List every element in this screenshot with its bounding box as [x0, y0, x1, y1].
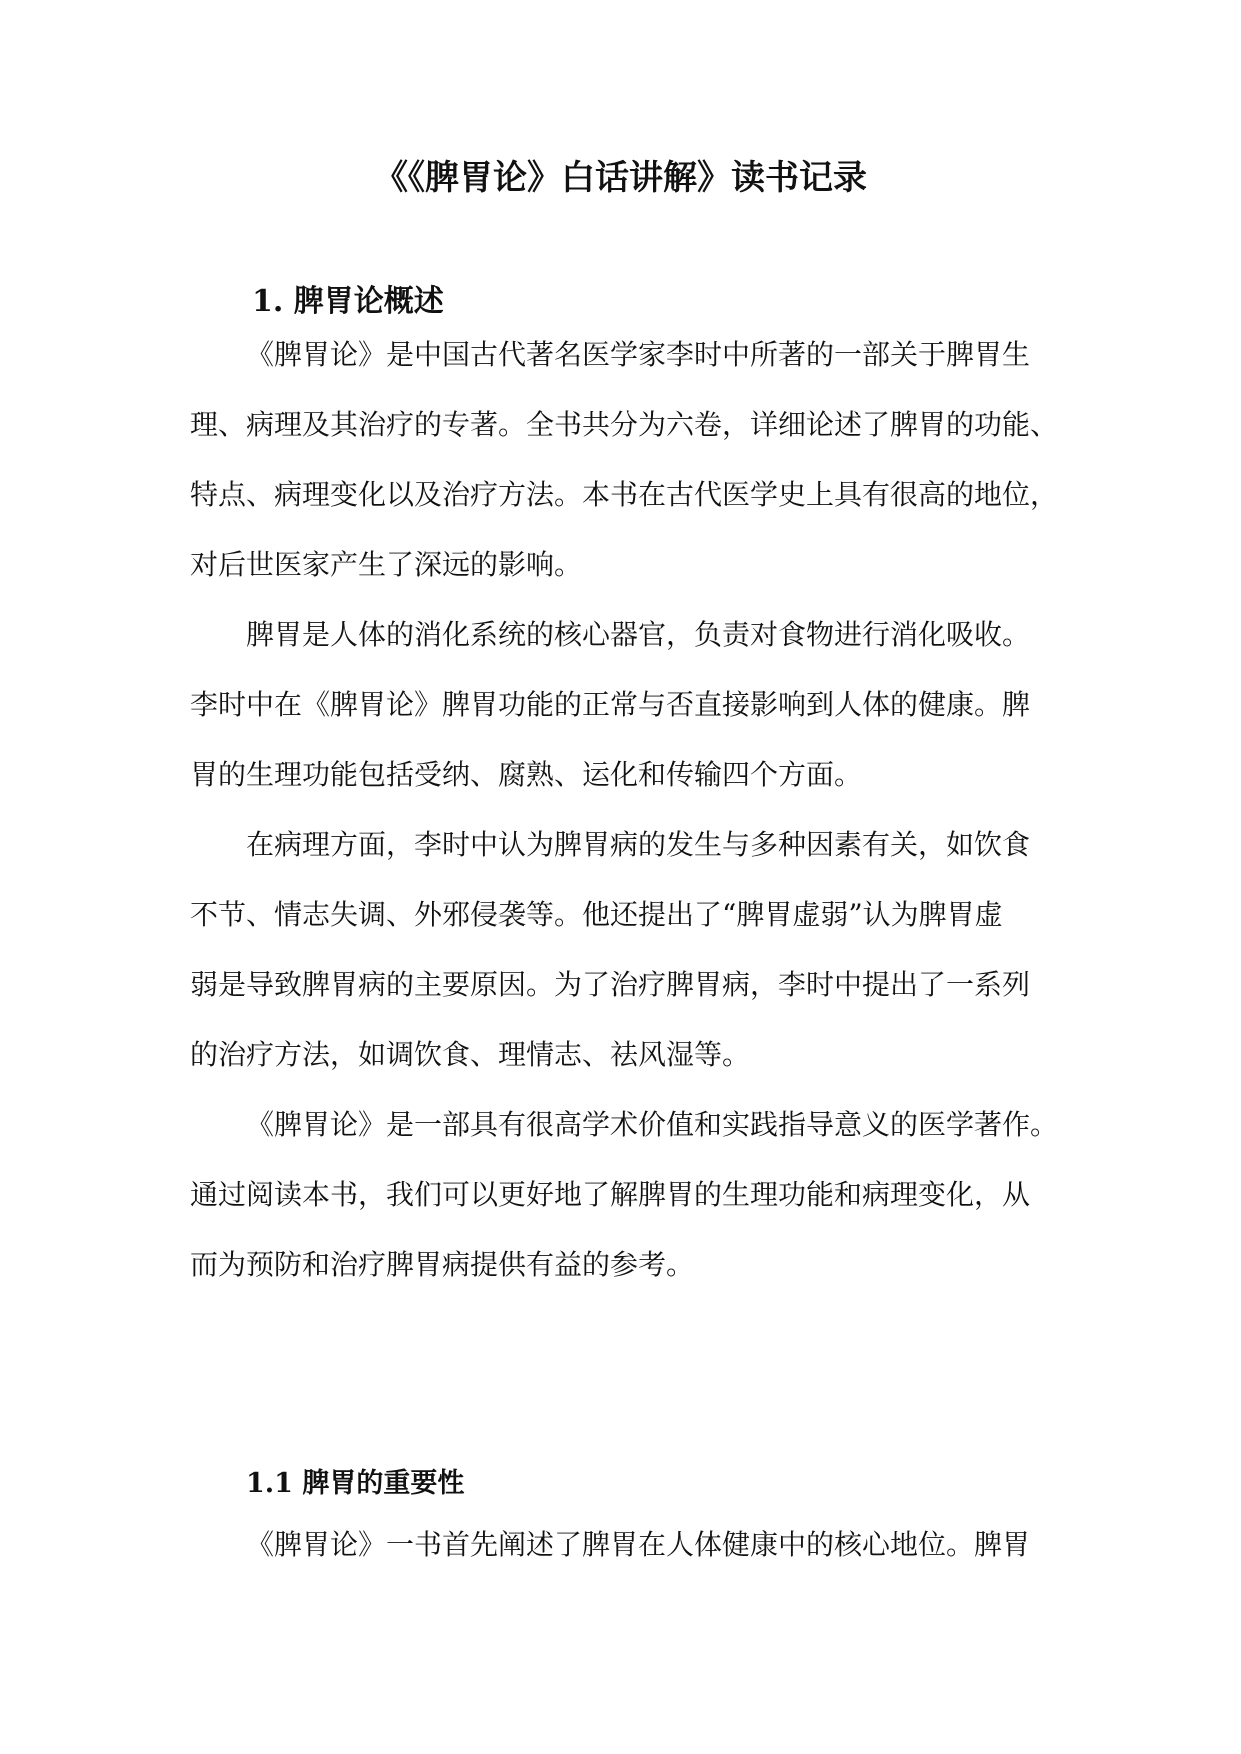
- paragraph-pathology: [190, 810, 1070, 1090]
- paragraph-line: 在病理方面，李时中认为脾胃病的发生与多种因素有关，如饮食: [246, 828, 1031, 861]
- paragraph-line: 脾胃是人体的消化系统的核心器官，负责对食物进行消化吸收。: [246, 618, 1031, 651]
- paragraph-function: [190, 600, 1070, 810]
- section-heading-1-1: 1.1 脾胃的重要性: [246, 1468, 465, 1499]
- document-title: 《《脾胃论》白话讲解》读书记录: [374, 158, 867, 198]
- paragraph-line: 《脾胃论》是一部具有很高学术价值和实践指导意义的医学著作。: [246, 1108, 1059, 1141]
- paragraph-line: 对后世医家产生了深远的影响。: [190, 548, 583, 581]
- paragraph-line: 李时中在《脾胃论》脾胃功能的正常与否直接影响到人体的健康。脾: [190, 688, 1031, 721]
- paragraph-line: 的治疗方法，如调饮食、理情志、祛风湿等。: [190, 1038, 751, 1071]
- paragraph-line: 弱是导致脾胃病的主要原因。为了治疗脾胃病，李时中提出了一系列: [190, 968, 1031, 1001]
- paragraph-line: 而为预防和治疗脾胃病提供有益的参考。: [190, 1248, 695, 1281]
- paragraph-overview: [190, 320, 1070, 600]
- section-heading-1: 1. 脾胃论概述: [252, 284, 444, 319]
- paragraph-line: 胃的生理功能包括受纳、腐熟、运化和传输四个方面。: [190, 758, 863, 791]
- paragraph-importance: [190, 1510, 1070, 1580]
- paragraph-line: 《脾胃论》是中国古代著名医学家李时中所著的一部关于脾胃生: [246, 338, 1031, 371]
- paragraph-line: 不节、情志失调、外邪侵袭等。他还提出了“脾胃虚弱”认为脾胃虚: [190, 898, 1003, 931]
- paragraph-line: 《脾胃论》一书首先阐述了脾胃在人体健康中的核心地位。脾胃: [246, 1528, 1031, 1561]
- paragraph-line: 特点、病理变化以及治疗方法。本书在古代医学史上具有很高的地位，: [190, 478, 1059, 511]
- paragraph-line: 通过阅读本书，我们可以更好地了解脾胃的生理功能和病理变化，从: [190, 1178, 1031, 1211]
- paragraph-line: 理、病理及其治疗的专著。全书共分为六卷，详细论述了脾胃的功能、: [190, 408, 1059, 441]
- paragraph-value: [190, 1090, 1070, 1300]
